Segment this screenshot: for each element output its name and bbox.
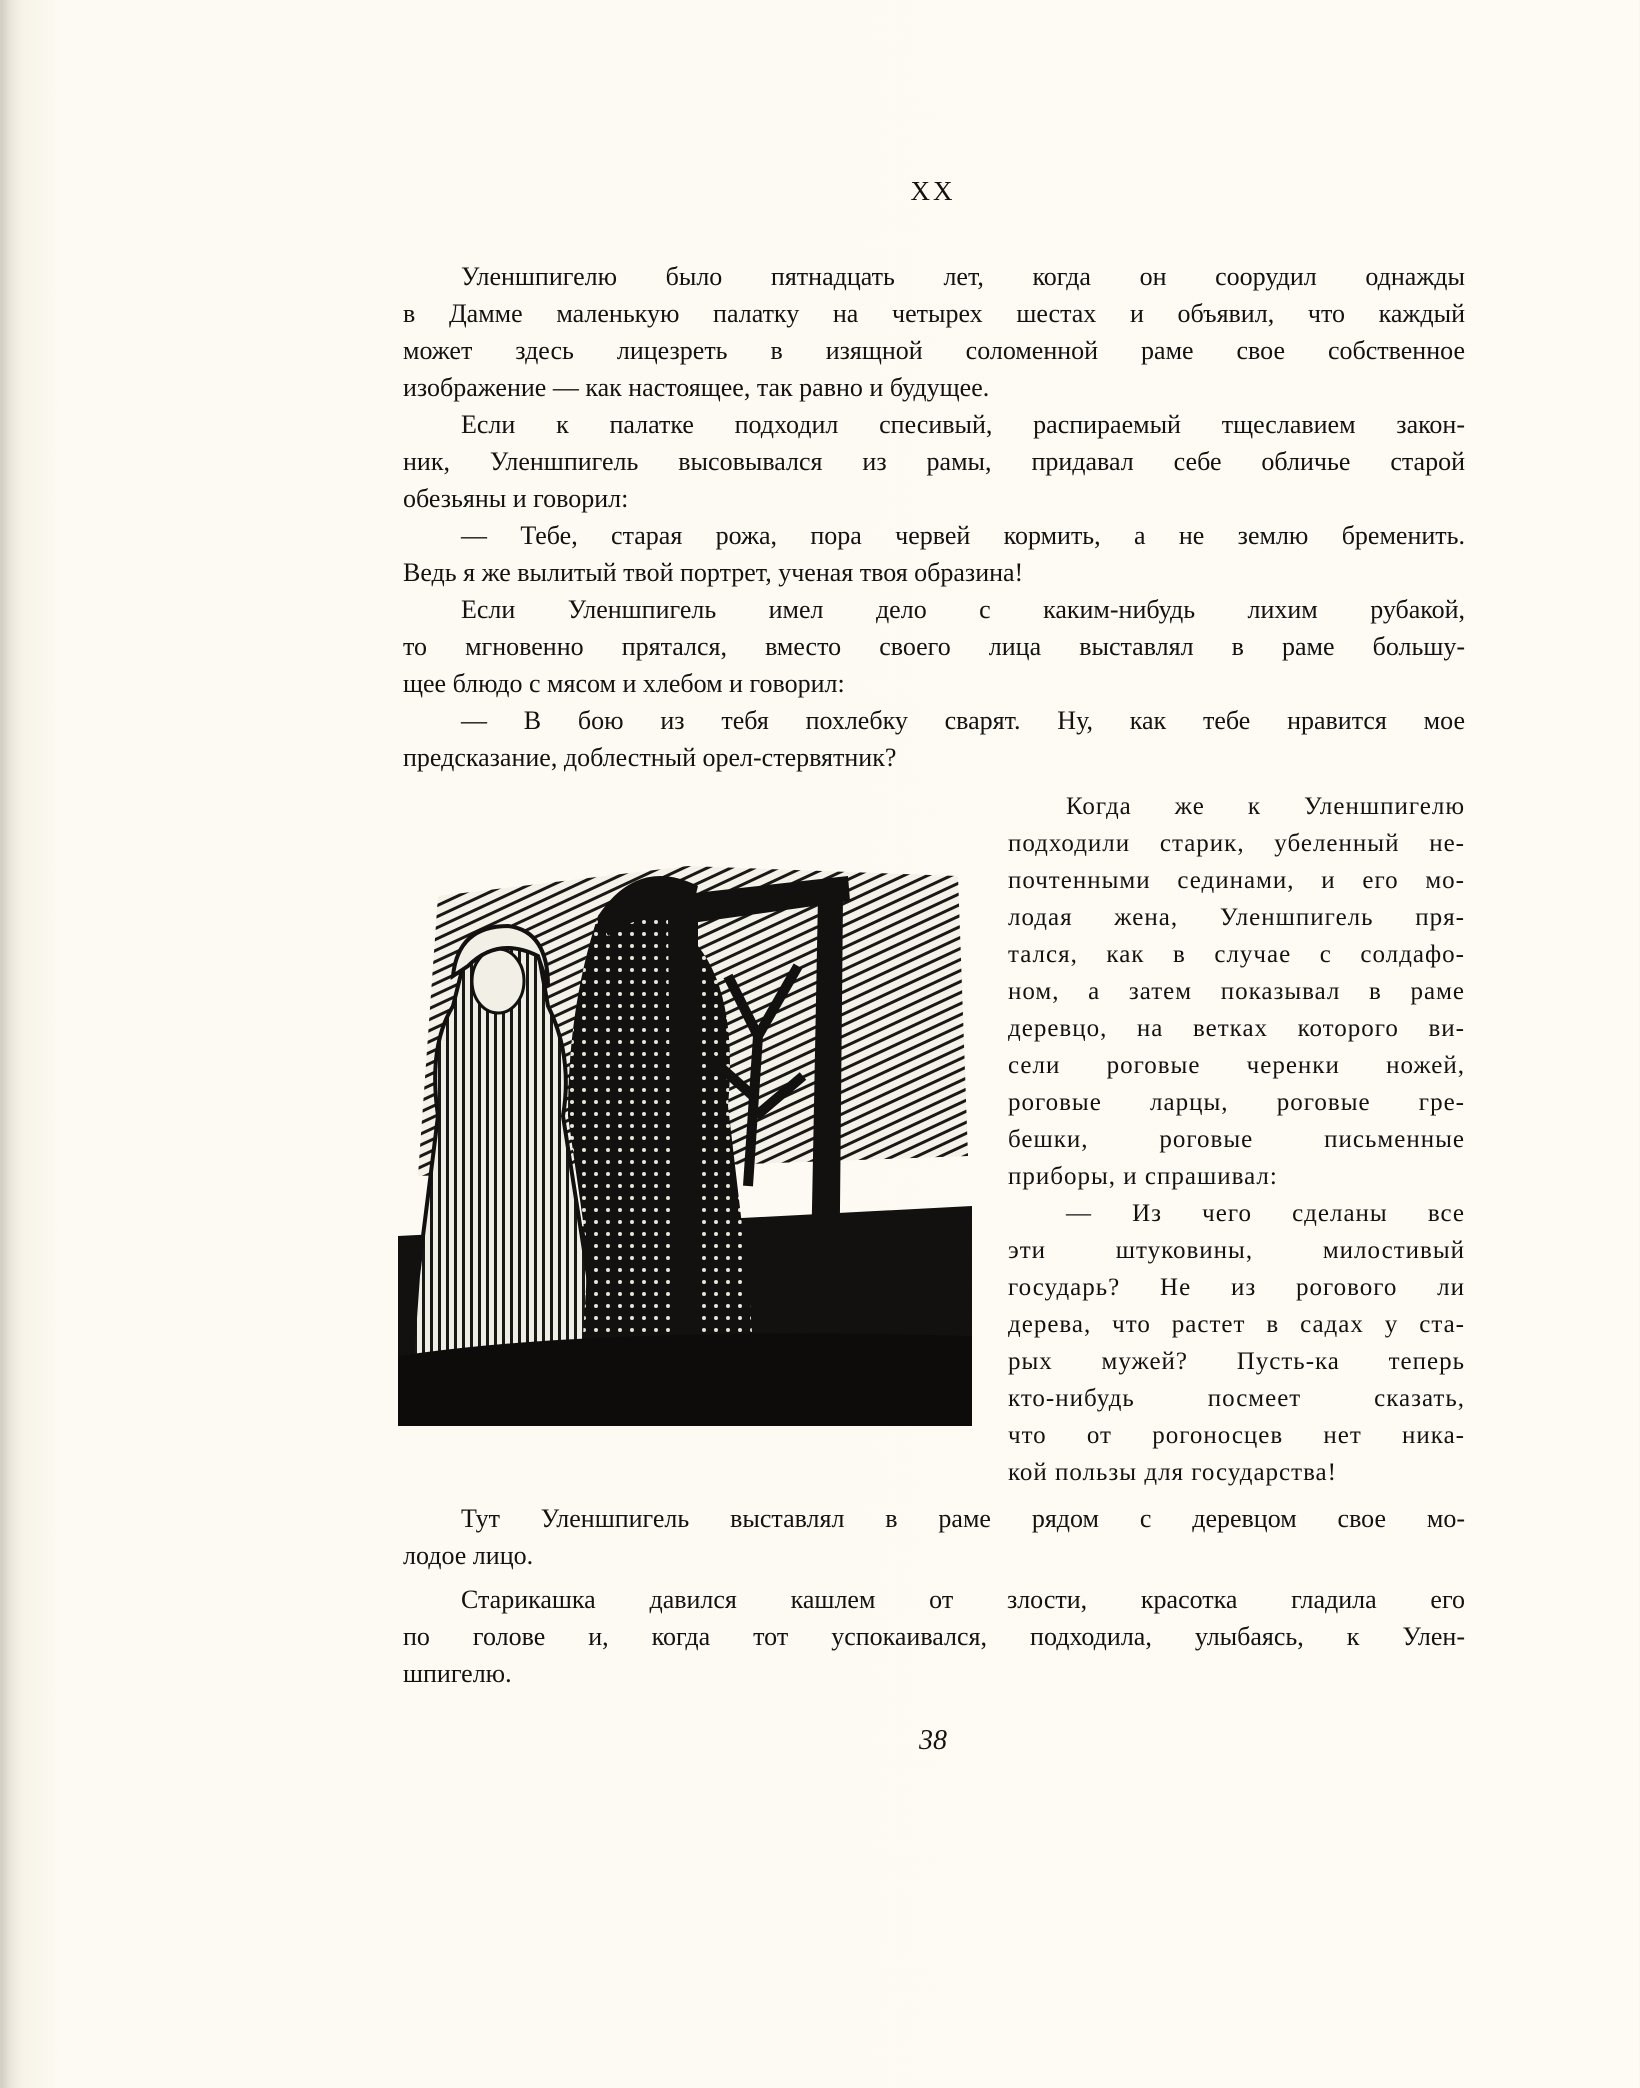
paragraph <box>403 406 1465 517</box>
text-line: приборы, и спрашивал: <box>1008 1163 1278 1190</box>
text-line: дерева, что растет в садах у ста- <box>1008 1311 1465 1338</box>
text-line: — Тебе, старая рожа, пора червей кормить, а не землю бременить. <box>461 521 1465 550</box>
text-line: Уленшпигелю было пятнадцать лет, когда он соорудил однажды <box>461 262 1465 291</box>
paragraph <box>403 702 1465 776</box>
text-line: кой пользы для государства! <box>1008 1459 1337 1486</box>
text-line: Ведь я же вылитый твой портрет, ученая твоя образина! <box>403 558 1024 587</box>
paragraph <box>1008 1195 1465 1491</box>
text-line: может здесь лицезреть в изящной соломенной раме свое собственное <box>403 336 1465 365</box>
text-line: Тут Уленшпигель выставлял в раме рядом с деревцом свое мо- <box>461 1504 1465 1533</box>
text-line: эти штуковины, милостивый <box>1008 1237 1465 1264</box>
text-line: государь? Не из рогового ли <box>1008 1274 1465 1301</box>
text-line: в Дамме маленькую палатку на четырех шестах и объявил, что каждый <box>403 299 1465 328</box>
text-line: обезьяны и говорил: <box>403 484 629 513</box>
text-line: лодое лицо. <box>403 1541 534 1570</box>
paragraph <box>403 591 1465 702</box>
text-line: сели роговые черенки ножей, <box>1008 1052 1465 1079</box>
text-line: щее блюдо с мясом и хлебом и говорил: <box>403 669 845 698</box>
text-block-right <box>1008 788 1465 1491</box>
text-line: шпигелю. <box>403 1659 512 1688</box>
text-line: Когда же к Уленшпигелю <box>1066 793 1465 820</box>
foreground-shadow <box>398 1334 972 1427</box>
text-line: Если Уленшпигель имел дело с каким-нибудь лихим рубакой, <box>461 595 1465 624</box>
paragraph <box>403 517 1465 591</box>
paragraph <box>403 1581 1465 1692</box>
text-line: Если к палатке подходил спесивый, распираемый тщеславием закон- <box>461 410 1465 439</box>
text-line: по голове и, когда тот успокаивался, подходила, улыбаясь, к Улен- <box>403 1622 1465 1651</box>
text-line: рых мужей? Пусть-ка теперь <box>1008 1348 1465 1375</box>
paragraph <box>403 1500 1465 1574</box>
chapter-heading: XX <box>910 176 956 206</box>
text-block-bottom <box>403 1500 1465 1692</box>
text-line: что от рогоносцев нет ника- <box>1008 1422 1465 1449</box>
text-line: предсказание, доблестный орел-стервятник? <box>403 743 897 772</box>
paragraph <box>403 258 1465 406</box>
text-line: кто-нибудь посмеет сказать, <box>1008 1385 1465 1412</box>
text-line: то мгновенно прятался, вместо своего лица выставлял в раме большу- <box>403 632 1465 661</box>
page-number: 38 <box>919 1725 947 1756</box>
woodcut-illustration <box>398 856 972 1426</box>
text-line: Старикашка давился кашлем от злости, красотка гладила его <box>461 1585 1465 1614</box>
text-line: — В бою из тебя похлебку сварят. Ну, как тебе нравится мое <box>461 706 1465 735</box>
text-line: бешки, роговые письменные <box>1008 1126 1465 1153</box>
paragraph <box>1008 788 1465 1195</box>
text-line: ник, Уленшпигель высовывался из рамы, придавал себе обличье старой <box>403 447 1465 476</box>
text-line: почтенными сединами, и его мо- <box>1008 867 1465 894</box>
text-line: изображение — как настоящее, так равно и будущее. <box>403 373 990 402</box>
text-line: — Из чего сделаны все <box>1066 1200 1465 1227</box>
text-line: ном, а затем показывал в раме <box>1008 978 1465 1005</box>
text-block-top <box>403 258 1465 776</box>
text-line: деревцо, на ветках которого ви- <box>1008 1015 1465 1042</box>
text-line: тался, как в случае с солдафо- <box>1008 941 1465 968</box>
text-line: лодая жена, Уленшпигель пря- <box>1008 904 1465 931</box>
text-line: подходили старик, убеленный не- <box>1008 830 1465 857</box>
text-line: роговые ларцы, роговые гре- <box>1008 1089 1465 1116</box>
